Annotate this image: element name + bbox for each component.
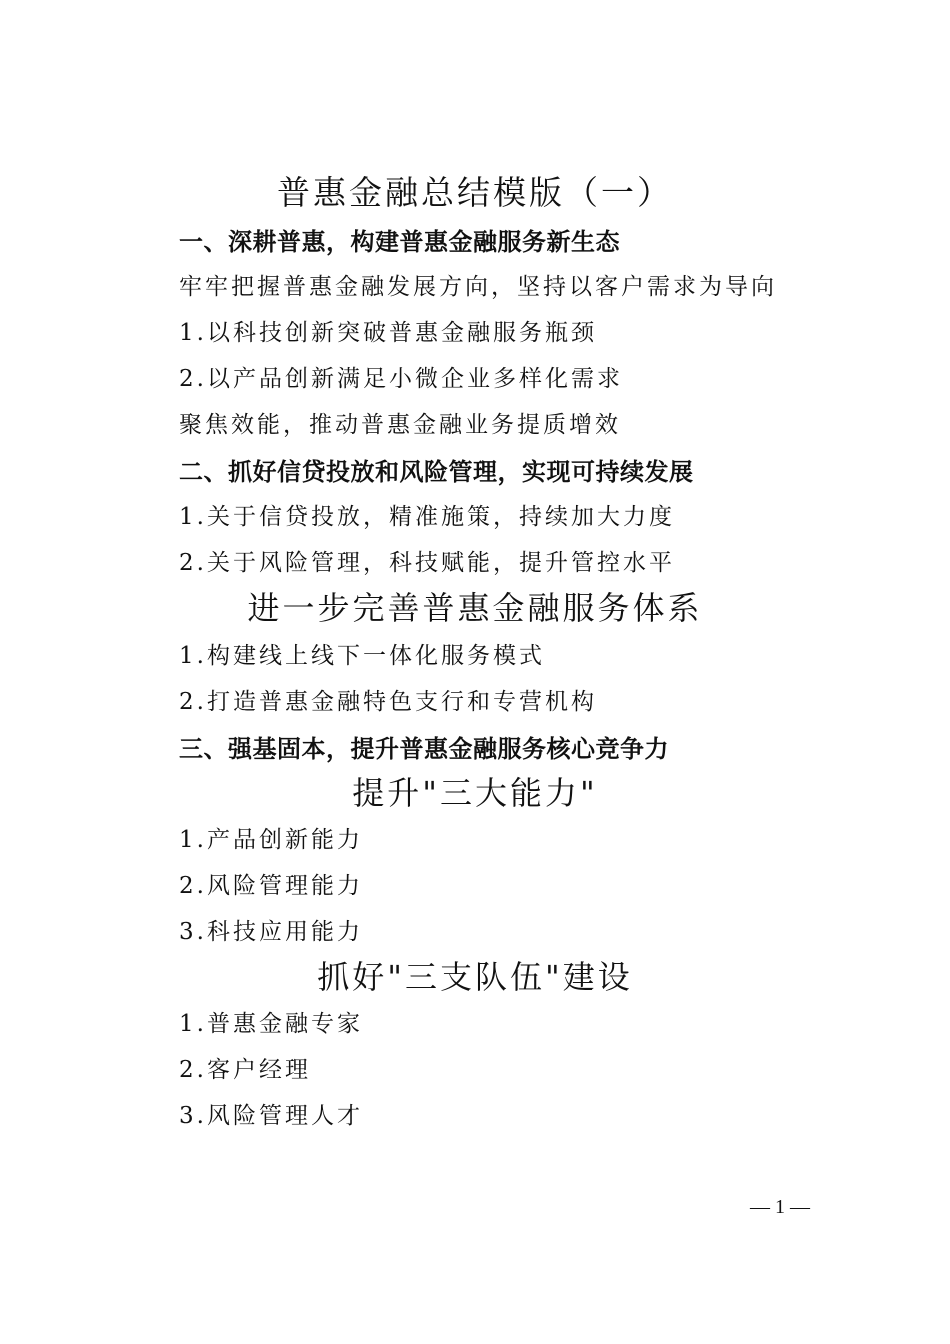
section-3-subtitle-1: 提升"三大能力" xyxy=(352,774,598,812)
body-line: 2.关于风险管理，科技赋能，提升管控水平 xyxy=(179,550,675,576)
body-line: 1.产品创新能力 xyxy=(179,827,363,853)
body-line: 3.风险管理人才 xyxy=(179,1103,363,1129)
section-3-subtitle-2: 抓好"三支队伍"建设 xyxy=(317,958,633,996)
body-line: 3.科技应用能力 xyxy=(179,919,363,945)
body-line: 1.构建线上线下一体化服务模式 xyxy=(179,643,545,669)
body-line: 牢牢把握普惠金融发展方向，坚持以客户需求为导向 xyxy=(179,274,777,300)
section-3-heading: 三、强基固本，提升普惠金融服务核心竞争力 xyxy=(179,735,669,763)
body-line: 2.以产品创新满足小微企业多样化需求 xyxy=(179,366,623,392)
body-line: 1.普惠金融专家 xyxy=(179,1011,363,1037)
body-line: 2.风险管理能力 xyxy=(179,873,363,899)
document-title: 普惠金融总结模版（一） xyxy=(277,173,673,212)
page-number: — 1 — xyxy=(750,1196,810,1218)
section-1-heading: 一、深耕普惠，构建普惠金融服务新生态 xyxy=(179,228,620,256)
body-line: 1.以科技创新突破普惠金融服务瓶颈 xyxy=(179,320,597,346)
body-line: 2.打造普惠金融特色支行和专营机构 xyxy=(179,689,597,715)
body-line: 聚焦效能，推动普惠金融业务提质增效 xyxy=(179,412,621,438)
body-line: 2.客户经理 xyxy=(179,1057,311,1083)
section-2-subtitle: 进一步完善普惠金融服务体系 xyxy=(247,589,703,627)
section-2-heading: 二、抓好信贷投放和风险管理，实现可持续发展 xyxy=(179,458,694,486)
body-line: 1.关于信贷投放，精准施策，持续加大力度 xyxy=(179,504,675,530)
